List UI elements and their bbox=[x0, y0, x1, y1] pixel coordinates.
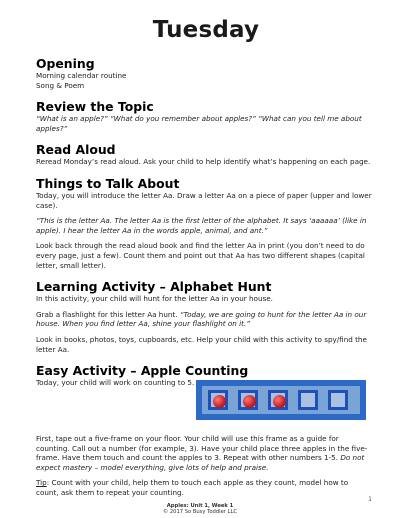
talk-paragraph-2: “This is the letter Aa. The letter Aa is the first letter of the alphabet. It says ‘aaaaaa’ (like in apple). I hear the letter Aa in the words apple, animal, and ant.” bbox=[36, 216, 367, 235]
five-frame-cell-3 bbox=[268, 390, 288, 410]
review-heading: Review the Topic bbox=[36, 99, 154, 115]
opening-heading: Opening bbox=[36, 56, 95, 71]
section-learning bbox=[36, 279, 376, 354]
five-frame-cell-1 bbox=[208, 390, 228, 410]
easy-p2-italic: Do not expect mastery – model everything, give lots of help and praise. bbox=[36, 453, 365, 472]
easy-heading: Easy Activity – Apple Counting bbox=[36, 363, 249, 379]
footer-copyright: © 2017 So Busy Toddler LLC bbox=[163, 509, 237, 515]
easy-activity-body bbox=[36, 434, 371, 498]
five-frame-floor bbox=[202, 386, 360, 414]
section-talk bbox=[36, 176, 376, 270]
section-review bbox=[36, 99, 376, 133]
page-title: Tuesday bbox=[152, 17, 260, 43]
talk-heading: Things to Talk About bbox=[36, 175, 180, 191]
section-read-aloud bbox=[36, 142, 376, 167]
opening-line-1: Morning calendar routine bbox=[36, 71, 127, 80]
learning-p2-plain: Grab a flashlight for this letter Aa hunt. bbox=[36, 309, 180, 319]
read-aloud-heading: Read Aloud bbox=[36, 142, 116, 158]
learning-p2-italic: “Today, we are going to hunt for the letter Aa in our house. When you find letter Aa, shine your flashlight on it.” bbox=[36, 309, 367, 329]
page-number: 1 bbox=[368, 496, 372, 503]
easy-paragraph-1: Today, your child will work on counting to 5. bbox=[36, 378, 195, 388]
apple-icon bbox=[243, 395, 256, 408]
page bbox=[36, 0, 376, 397]
five-frame-cell-4 bbox=[298, 390, 318, 410]
learning-paragraph-2 bbox=[36, 310, 376, 329]
section-easy bbox=[36, 363, 249, 388]
learning-heading: Learning Activity – Alphabet Hunt bbox=[36, 279, 272, 295]
easy-paragraph-2 bbox=[36, 434, 371, 472]
review-text: “What is an apple?” “What do you remember about apples?” “What can you tell me about apples?” bbox=[36, 114, 362, 133]
learning-paragraph-1: In this activity, your child will hunt for the letter Aa in your house. bbox=[36, 294, 273, 304]
five-frame-photo bbox=[196, 380, 366, 420]
tip-text: : Count with your child, help them to touch each apple as they count, model how to count, ask them to repeat your counting. bbox=[36, 478, 349, 497]
five-frame-cell-5 bbox=[328, 390, 348, 410]
tip-label: Tip bbox=[36, 478, 47, 488]
footer-unit: Apples: Unit 1, Week 1 bbox=[166, 503, 234, 509]
learning-paragraph-3: Look in books, photos, toys, cupboards, etc. Help your child with this activity to spy/find the letter Aa. bbox=[36, 334, 367, 354]
talk-paragraph-1: Today, you will introduce the letter Aa. Draw a letter Aa on a piece of paper (upper and lower case). bbox=[36, 190, 372, 210]
easy-p2-plain: First, tape out a five-frame on your floor. Your child will use this frame as a guide for counting. Call out a number (for example, 3). Have your child place three apples in the five-frame. Have them touch and count the apples to 3. Repeat with other numbers 1-5. bbox=[36, 434, 368, 463]
talk-paragraph-3: Look back through the read aloud book and find the letter Aa in print (you don’t need to do every page, just a few). Count them and point out that Aa has two different shapes (capital letter, small letter). bbox=[36, 241, 365, 270]
opening-line-2: Song & Poem bbox=[36, 80, 85, 90]
apple-icon bbox=[273, 395, 286, 408]
read-aloud-text: Reread Monday’s read aloud. Ask your child to help identify what’s happening on each page. bbox=[36, 157, 371, 167]
section-opening bbox=[36, 56, 376, 90]
five-frame-cell-2 bbox=[238, 390, 258, 410]
apple-icon bbox=[213, 395, 226, 408]
easy-tip bbox=[36, 478, 371, 497]
